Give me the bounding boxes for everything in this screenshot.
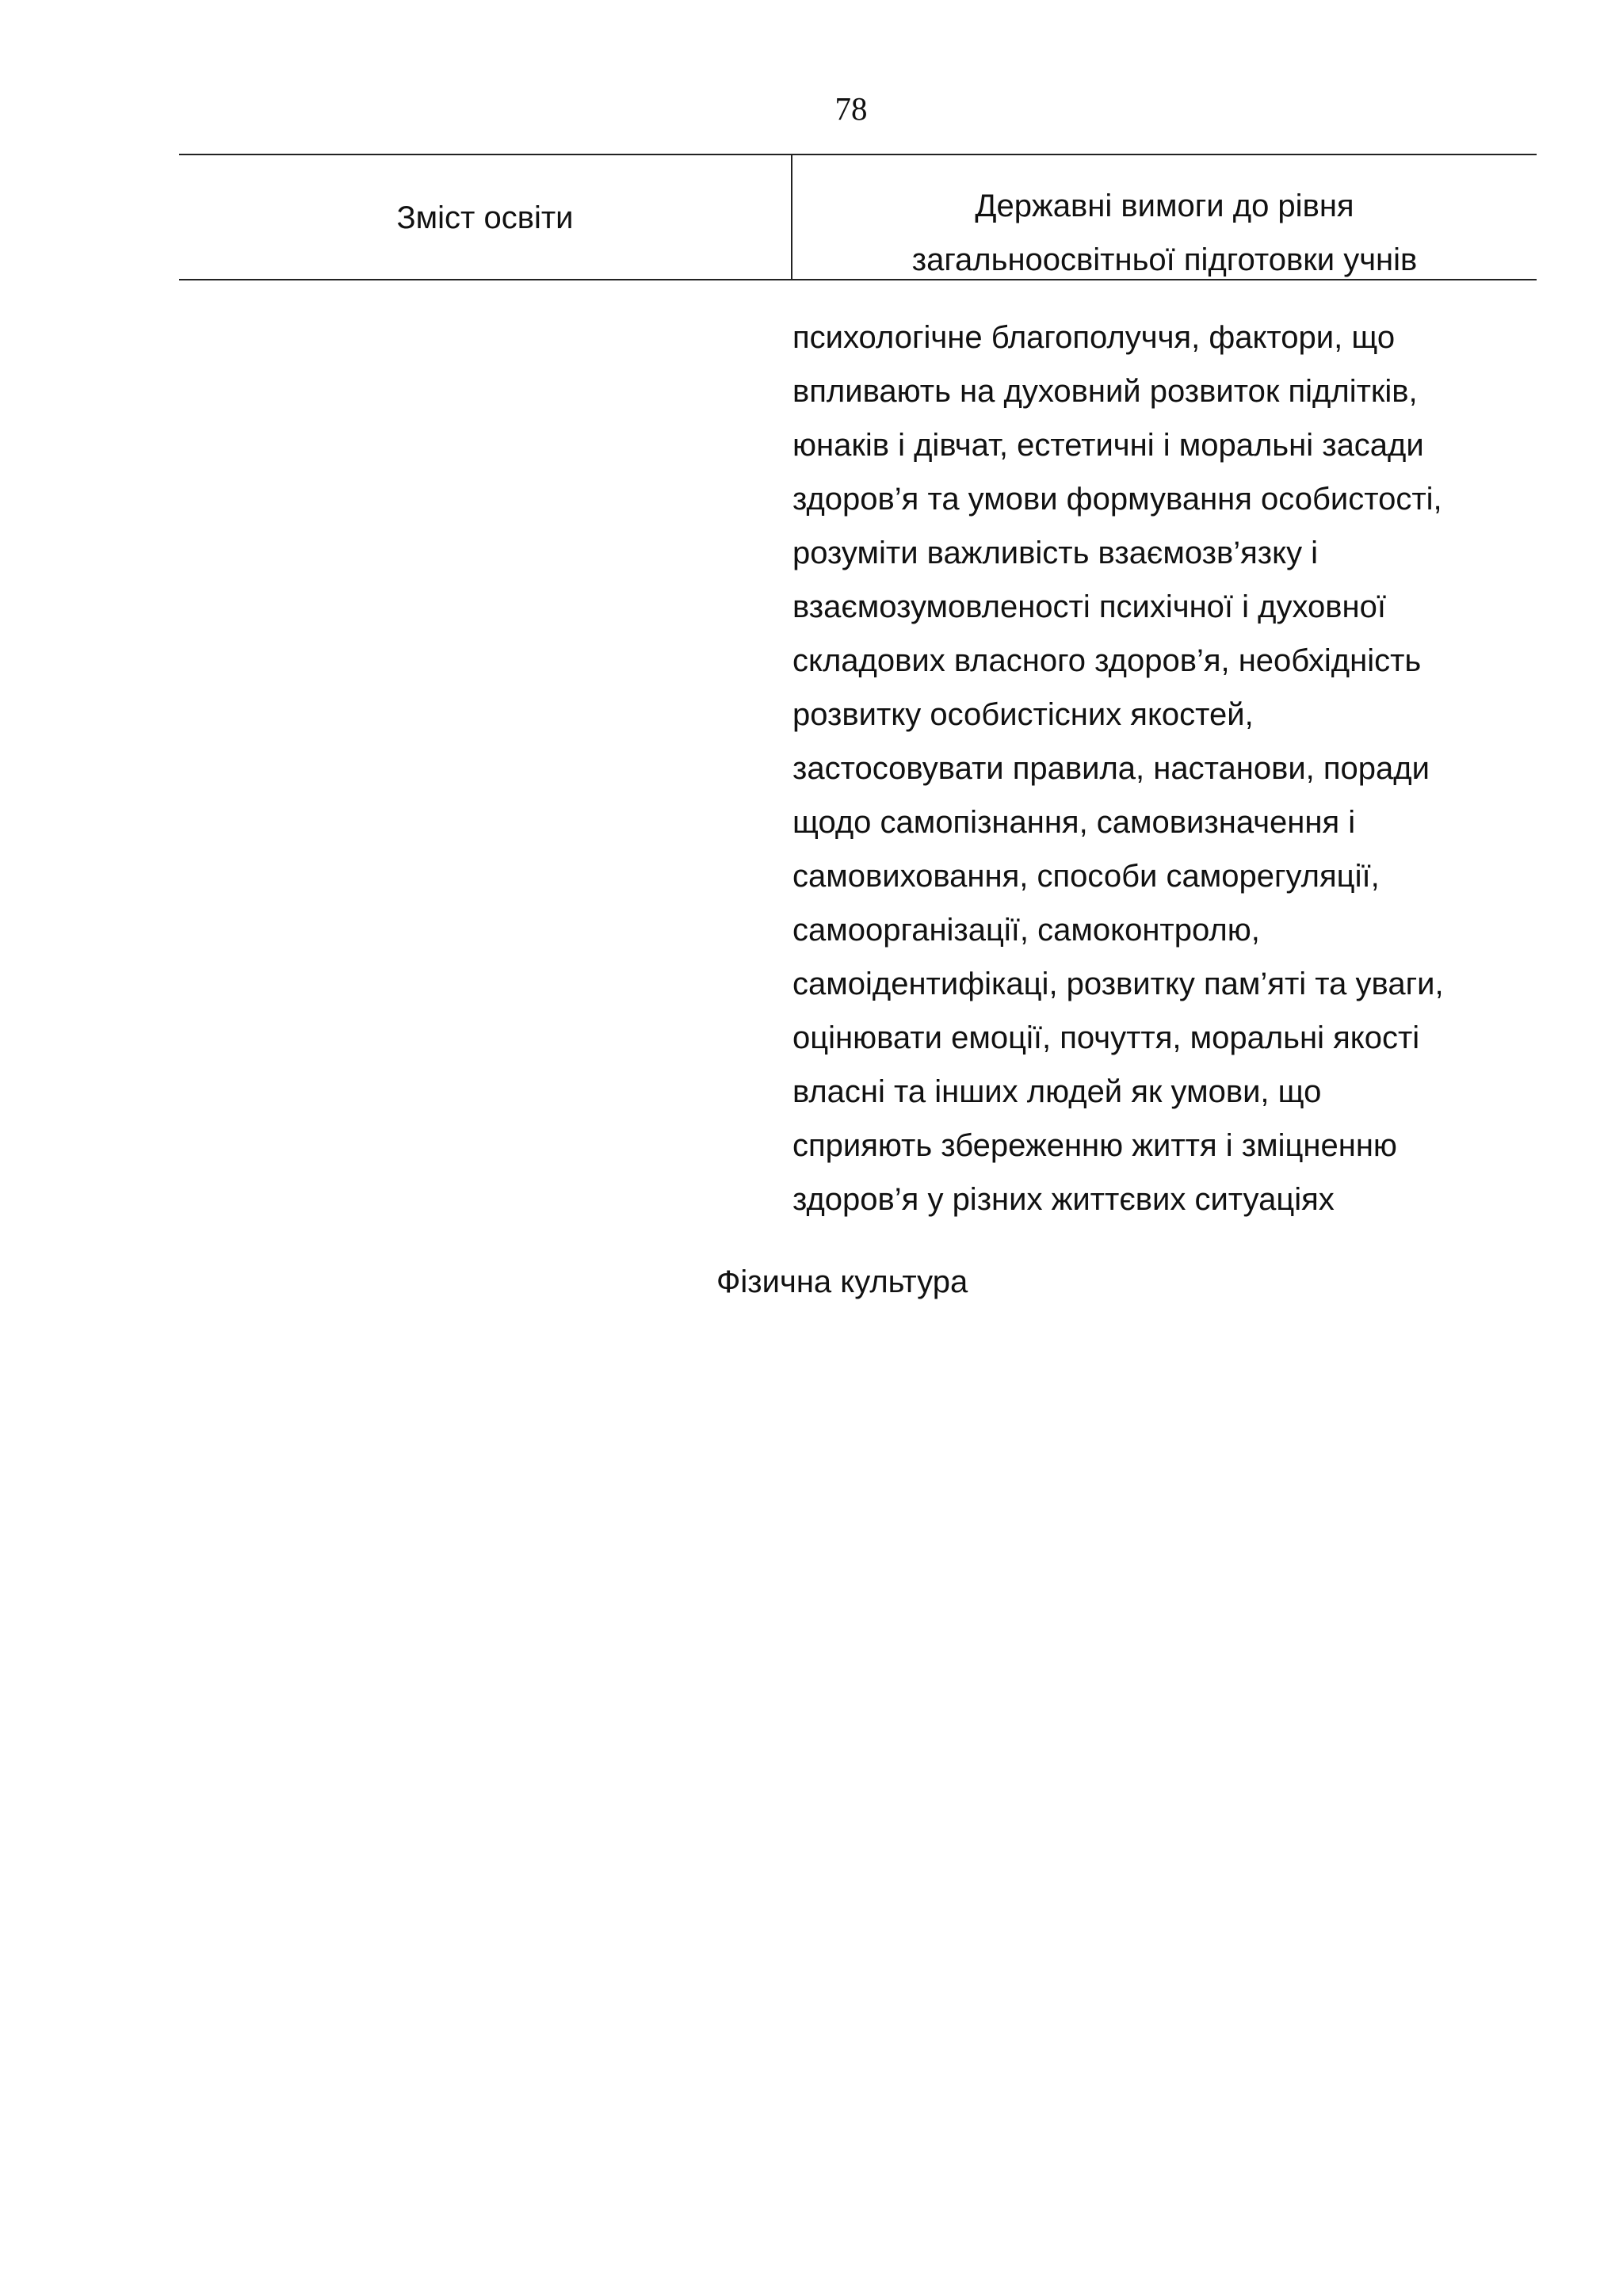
text-line: щодо самопізнання, самовизначення і [792, 805, 1356, 840]
text-line: застосовувати правила, настанови, поради [792, 751, 1430, 786]
text-line: самовиховання, способи саморегуляції, [792, 859, 1380, 894]
text-line: самоорганізації, самоконтролю, [792, 913, 1260, 948]
text-line: здоров’я та умови формування особистості, [792, 482, 1442, 517]
text-line: розвитку особистісних якостей, [792, 697, 1254, 732]
text-line: складових власного здоров’я, необхідність [792, 643, 1422, 678]
header-requirements-column [792, 179, 1537, 287]
text-line: самоідентифікаці, розвитку пам’яті та уваги, [792, 967, 1444, 1001]
header-content-column: Зміст освіти [396, 200, 574, 235]
text-line: розуміти важливість взаємозв’язку і [792, 536, 1319, 570]
header-requirements-line: Державні вимоги до рівня [975, 189, 1354, 223]
text-line: впливають на духовний розвиток підлітків, [792, 374, 1418, 409]
table-header [179, 154, 1537, 280]
text-line: юнаків і дівчат, естетичні і моральні засади [792, 428, 1424, 463]
text-line: здоров’я у різних життєвих ситуаціях [792, 1182, 1335, 1217]
requirements-text [792, 311, 1545, 1226]
section-heading: Фізична культура [716, 1264, 968, 1299]
page-number: 78 [834, 90, 868, 127]
header-requirements-line: загальноосвітньої підготовки учнів [911, 242, 1418, 277]
text-line: власні та інших людей як умови, що [792, 1074, 1322, 1109]
text-line: оцінювати емоції, почуття, моральні якості [792, 1020, 1420, 1055]
text-line: психологічне благополуччя, фактори, що [792, 320, 1396, 355]
text-line: сприяють збереженню життя і зміцненню [792, 1128, 1397, 1163]
text-line: взаємозумовленості психічної і духовної [792, 589, 1386, 624]
